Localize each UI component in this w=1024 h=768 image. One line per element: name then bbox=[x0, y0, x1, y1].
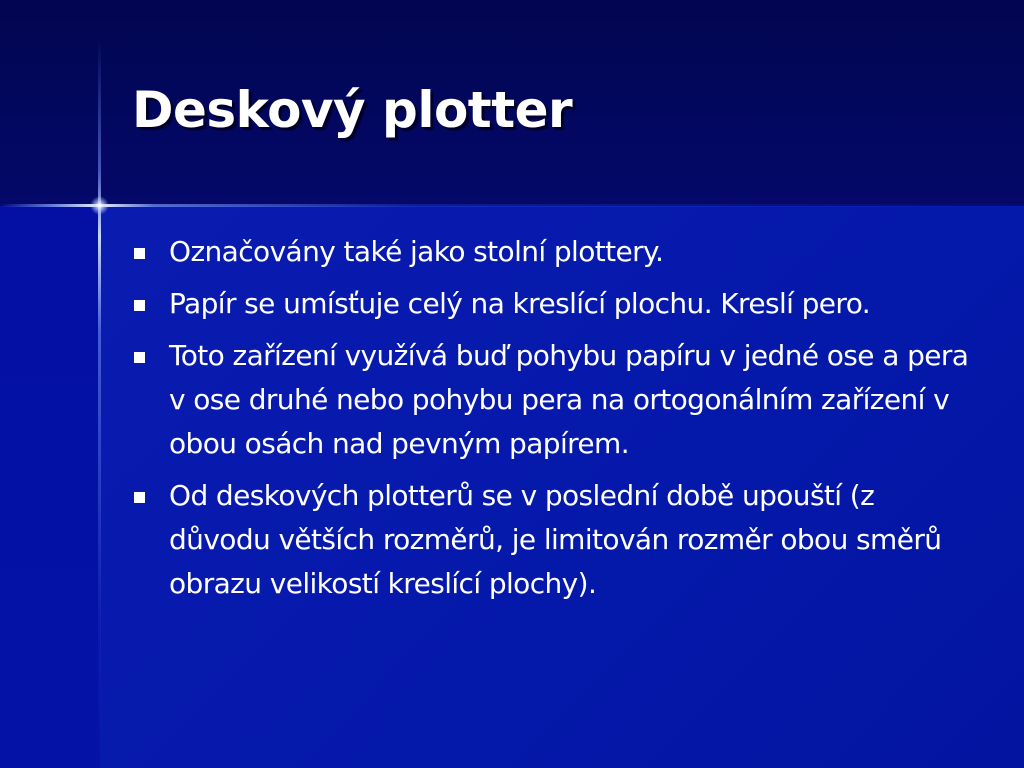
square-bullet-icon bbox=[134, 492, 145, 503]
bullet-text: Označovány také jako stolní plottery. bbox=[169, 235, 664, 268]
square-bullet-icon bbox=[134, 248, 145, 259]
bullet-item bbox=[132, 230, 982, 274]
square-bullet-icon bbox=[134, 300, 145, 311]
horizontal-accent-line bbox=[0, 204, 1024, 207]
square-bullet-icon bbox=[134, 352, 145, 363]
bullet-text: Toto zařízení využívá buď pohybu papíru v jedné ose a pera v ose druhé nebo pohybu pera na ortogonálním zařízení v obou osách nad pevným papírem. bbox=[169, 339, 969, 460]
bullet-list bbox=[132, 230, 982, 614]
bullet-item bbox=[132, 334, 982, 466]
left-band bbox=[0, 206, 100, 768]
bullet-text: Papír se umísťuje celý na kreslící plochu. Kreslí pero. bbox=[169, 287, 871, 320]
bullet-text: Od deskových plotterů se v poslední době upouští (z důvodu větších rozměrů, je limitován rozměr obou směrů obrazu velikostí kreslící plochy). bbox=[169, 479, 942, 600]
bullet-item bbox=[132, 282, 982, 326]
vertical-accent-line bbox=[98, 40, 101, 768]
bullet-item bbox=[132, 474, 982, 606]
slide-title: Deskový plotter bbox=[132, 81, 573, 139]
sparkle-icon bbox=[90, 196, 109, 215]
